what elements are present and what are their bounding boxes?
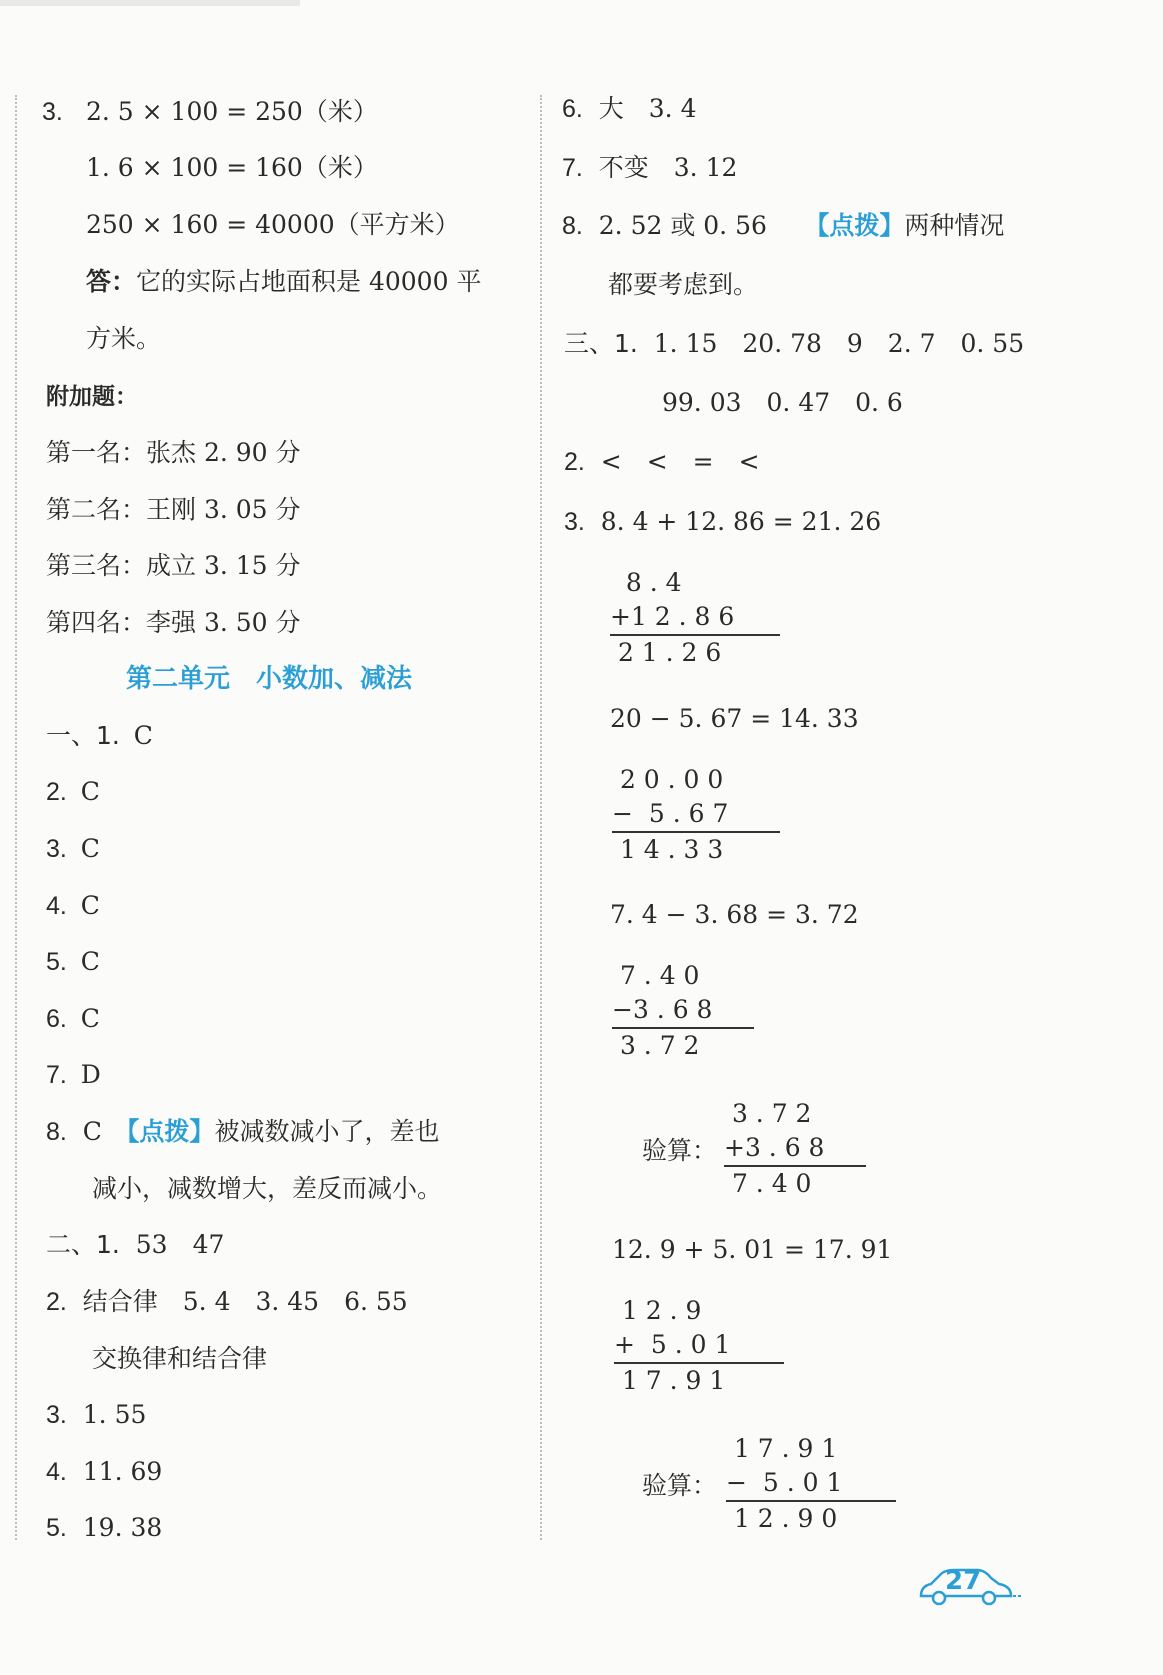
vertical-calc-1	[610, 566, 780, 670]
part1-item-6	[46, 1004, 100, 1034]
part2-item-3	[46, 1400, 146, 1430]
item-answer: C	[80, 777, 100, 806]
equation-4: 12. 9 + 5. 01 = 17. 91	[612, 1235, 893, 1264]
equation-3: 7. 4 − 3. 68 = 3. 72	[610, 900, 859, 929]
ranking-1	[46, 438, 301, 468]
calc-row: − 5 . 6 7	[612, 799, 729, 828]
part1-label: 一、1.	[46, 721, 120, 750]
top-edge-mark	[0, 0, 300, 6]
item-answer: C	[80, 947, 100, 976]
item-answer: 结合律 5. 4 3. 45 6. 55	[82, 1287, 408, 1316]
item-number: 2.	[46, 1288, 67, 1316]
calc-row: 1 7 . 9 1	[726, 1434, 838, 1463]
hint-text: 两种情况	[904, 211, 1005, 240]
item-answer: 11. 69	[82, 1457, 163, 1486]
page-number-badge	[915, 1560, 1025, 1610]
part2-item-2	[46, 1287, 408, 1317]
right-hint-line-2: 都要考虑到。	[608, 270, 759, 299]
hint-tag: 【点拨】	[816, 211, 905, 240]
ranking-2	[46, 495, 301, 525]
check-label-2: 验算：	[642, 1471, 718, 1500]
calc-row: 1 2 . 9 0	[726, 1504, 838, 1533]
item-answer: 2. 52 或 0. 56	[598, 211, 767, 240]
ranking-3	[46, 551, 301, 581]
calc-row: +3 . 6 8	[724, 1133, 825, 1162]
answer-text: 它的实际占地面积是 40000 平	[136, 267, 482, 296]
item-number: 7.	[46, 1061, 67, 1089]
item-number: 8.	[562, 212, 583, 240]
item-number: 5.	[46, 1514, 67, 1542]
q3-line-1: 2. 5 × 100 = 250（米）	[86, 97, 378, 126]
item-number: 4.	[46, 1458, 67, 1486]
rank-label: 第一名：	[46, 438, 147, 467]
part1-item-4	[46, 891, 100, 921]
part2-item-1	[46, 1230, 224, 1260]
part3-label: 三、1.	[564, 329, 638, 358]
right-item-8	[562, 211, 1004, 241]
calc-row: 8 . 4	[610, 568, 682, 597]
right-item-7	[562, 153, 737, 183]
item-number: 6.	[562, 95, 583, 123]
part3-item-2	[564, 447, 760, 477]
calc-row: 3 . 7 2	[612, 1031, 700, 1060]
vertical-calc-4	[614, 1294, 784, 1398]
calc-row: +1 2 . 8 6	[610, 602, 735, 631]
item-answer: C	[80, 891, 100, 920]
item-answer: C	[80, 834, 100, 863]
item-number: 3.	[564, 508, 585, 536]
item-answer: C	[82, 1117, 102, 1146]
calc-row: 3 . 7 2	[724, 1099, 812, 1128]
item-number: 3.	[46, 835, 67, 863]
item-answer: C	[80, 1004, 100, 1033]
rank-text: 李强 3. 50 分	[146, 608, 301, 637]
page-number: 27	[945, 1566, 982, 1596]
check-label-1: 验算：	[642, 1136, 718, 1165]
item-answer: 大 3. 4	[598, 94, 697, 123]
calc-row: 2 1 . 2 6	[610, 638, 722, 667]
item-number: 6.	[46, 1005, 67, 1033]
q3-answer-line-1	[86, 267, 481, 297]
part1-item-2	[46, 777, 100, 807]
part3-item-3	[564, 507, 881, 537]
part1-item-7	[46, 1060, 101, 1090]
equation-2: 20 − 5. 67 = 14. 33	[610, 704, 859, 733]
part2-item-5	[46, 1513, 162, 1543]
part2-label: 二、1.	[46, 1230, 120, 1259]
item-number: 2.	[564, 448, 585, 476]
rank-text: 成立 3. 15 分	[146, 551, 301, 580]
item-answer: D	[80, 1060, 101, 1089]
part2-item-4	[46, 1457, 162, 1487]
part1-answer: C	[133, 721, 153, 750]
ranking-4	[46, 608, 301, 638]
answer-prefix: 答：	[86, 267, 137, 296]
hint-tag: 【点拨】	[126, 1117, 215, 1146]
q3-line-2: 1. 6 × 100 = 160（米）	[86, 153, 378, 182]
hint-text: 被减数减小了，差也	[214, 1117, 440, 1146]
part3-answer-line-1: 1. 15 20. 78 9 2. 7 0. 55	[653, 329, 1025, 358]
rank-text: 张杰 2. 90 分	[146, 438, 301, 467]
item-number: 7.	[562, 154, 583, 182]
calc-row: − 5 . 0 1	[726, 1468, 843, 1497]
item-number: 8.	[46, 1118, 67, 1146]
part1-item-8	[46, 1117, 439, 1147]
part1-item-5	[46, 947, 100, 977]
item-number: 5.	[46, 948, 67, 976]
q3-answer-line-2: 方米。	[86, 324, 162, 353]
section-title: 第二单元 小数加、减法	[126, 664, 413, 694]
rank-label: 第四名：	[46, 608, 147, 637]
q3-line-3: 250 × 160 = 40000（平方米）	[86, 210, 460, 239]
part3-item-1	[564, 329, 1024, 359]
item-answer: 1. 55	[82, 1400, 147, 1429]
calc-row: 7 . 4 0	[612, 961, 700, 990]
item-number: 2.	[46, 778, 67, 806]
check-calc-1	[724, 1097, 866, 1201]
rank-label: 第三名：	[46, 551, 147, 580]
column-divider	[540, 95, 542, 1540]
right-item-6	[562, 94, 696, 124]
rank-label: 第二名：	[46, 495, 147, 524]
calc-row: + 5 . 0 1	[614, 1330, 731, 1359]
calc-row: 1 7 . 9 1	[614, 1366, 726, 1395]
part1-item-1	[46, 721, 153, 751]
hint-line-2: 减小，减数增大，差反而减小。	[92, 1174, 443, 1203]
item-number: 4.	[46, 892, 67, 920]
rank-text: 王刚 3. 05 分	[146, 495, 301, 524]
q3-label: 3.	[42, 98, 63, 126]
vertical-calc-3	[612, 959, 754, 1063]
part2-item-2-line-2: 交换律和结合律	[92, 1344, 268, 1373]
bonus-title: 附加题：	[46, 384, 138, 410]
left-margin-dotted-line	[15, 95, 17, 1540]
equation: 8. 4 + 12. 86 = 21. 26	[600, 507, 882, 536]
calc-row: 1 2 . 9	[614, 1296, 702, 1325]
calc-row: −3 . 6 8	[612, 995, 713, 1024]
vertical-calc-2	[612, 763, 780, 867]
calc-row: 7 . 4 0	[724, 1169, 812, 1198]
part1-item-3	[46, 834, 100, 864]
item-answer: 不变 3. 12	[598, 153, 738, 182]
check-calc-2	[726, 1432, 896, 1536]
comparison-answers: < < = <	[600, 447, 760, 476]
item-number: 3.	[46, 1401, 67, 1429]
item-answer: 19. 38	[82, 1513, 163, 1542]
calc-row: 1 4 . 3 3	[612, 835, 724, 864]
calc-row: 2 0 . 0 0	[612, 765, 724, 794]
part3-answer-line-2: 99. 03 0. 47 0. 6	[662, 388, 903, 417]
part2-answer: 53 47	[135, 1230, 225, 1259]
